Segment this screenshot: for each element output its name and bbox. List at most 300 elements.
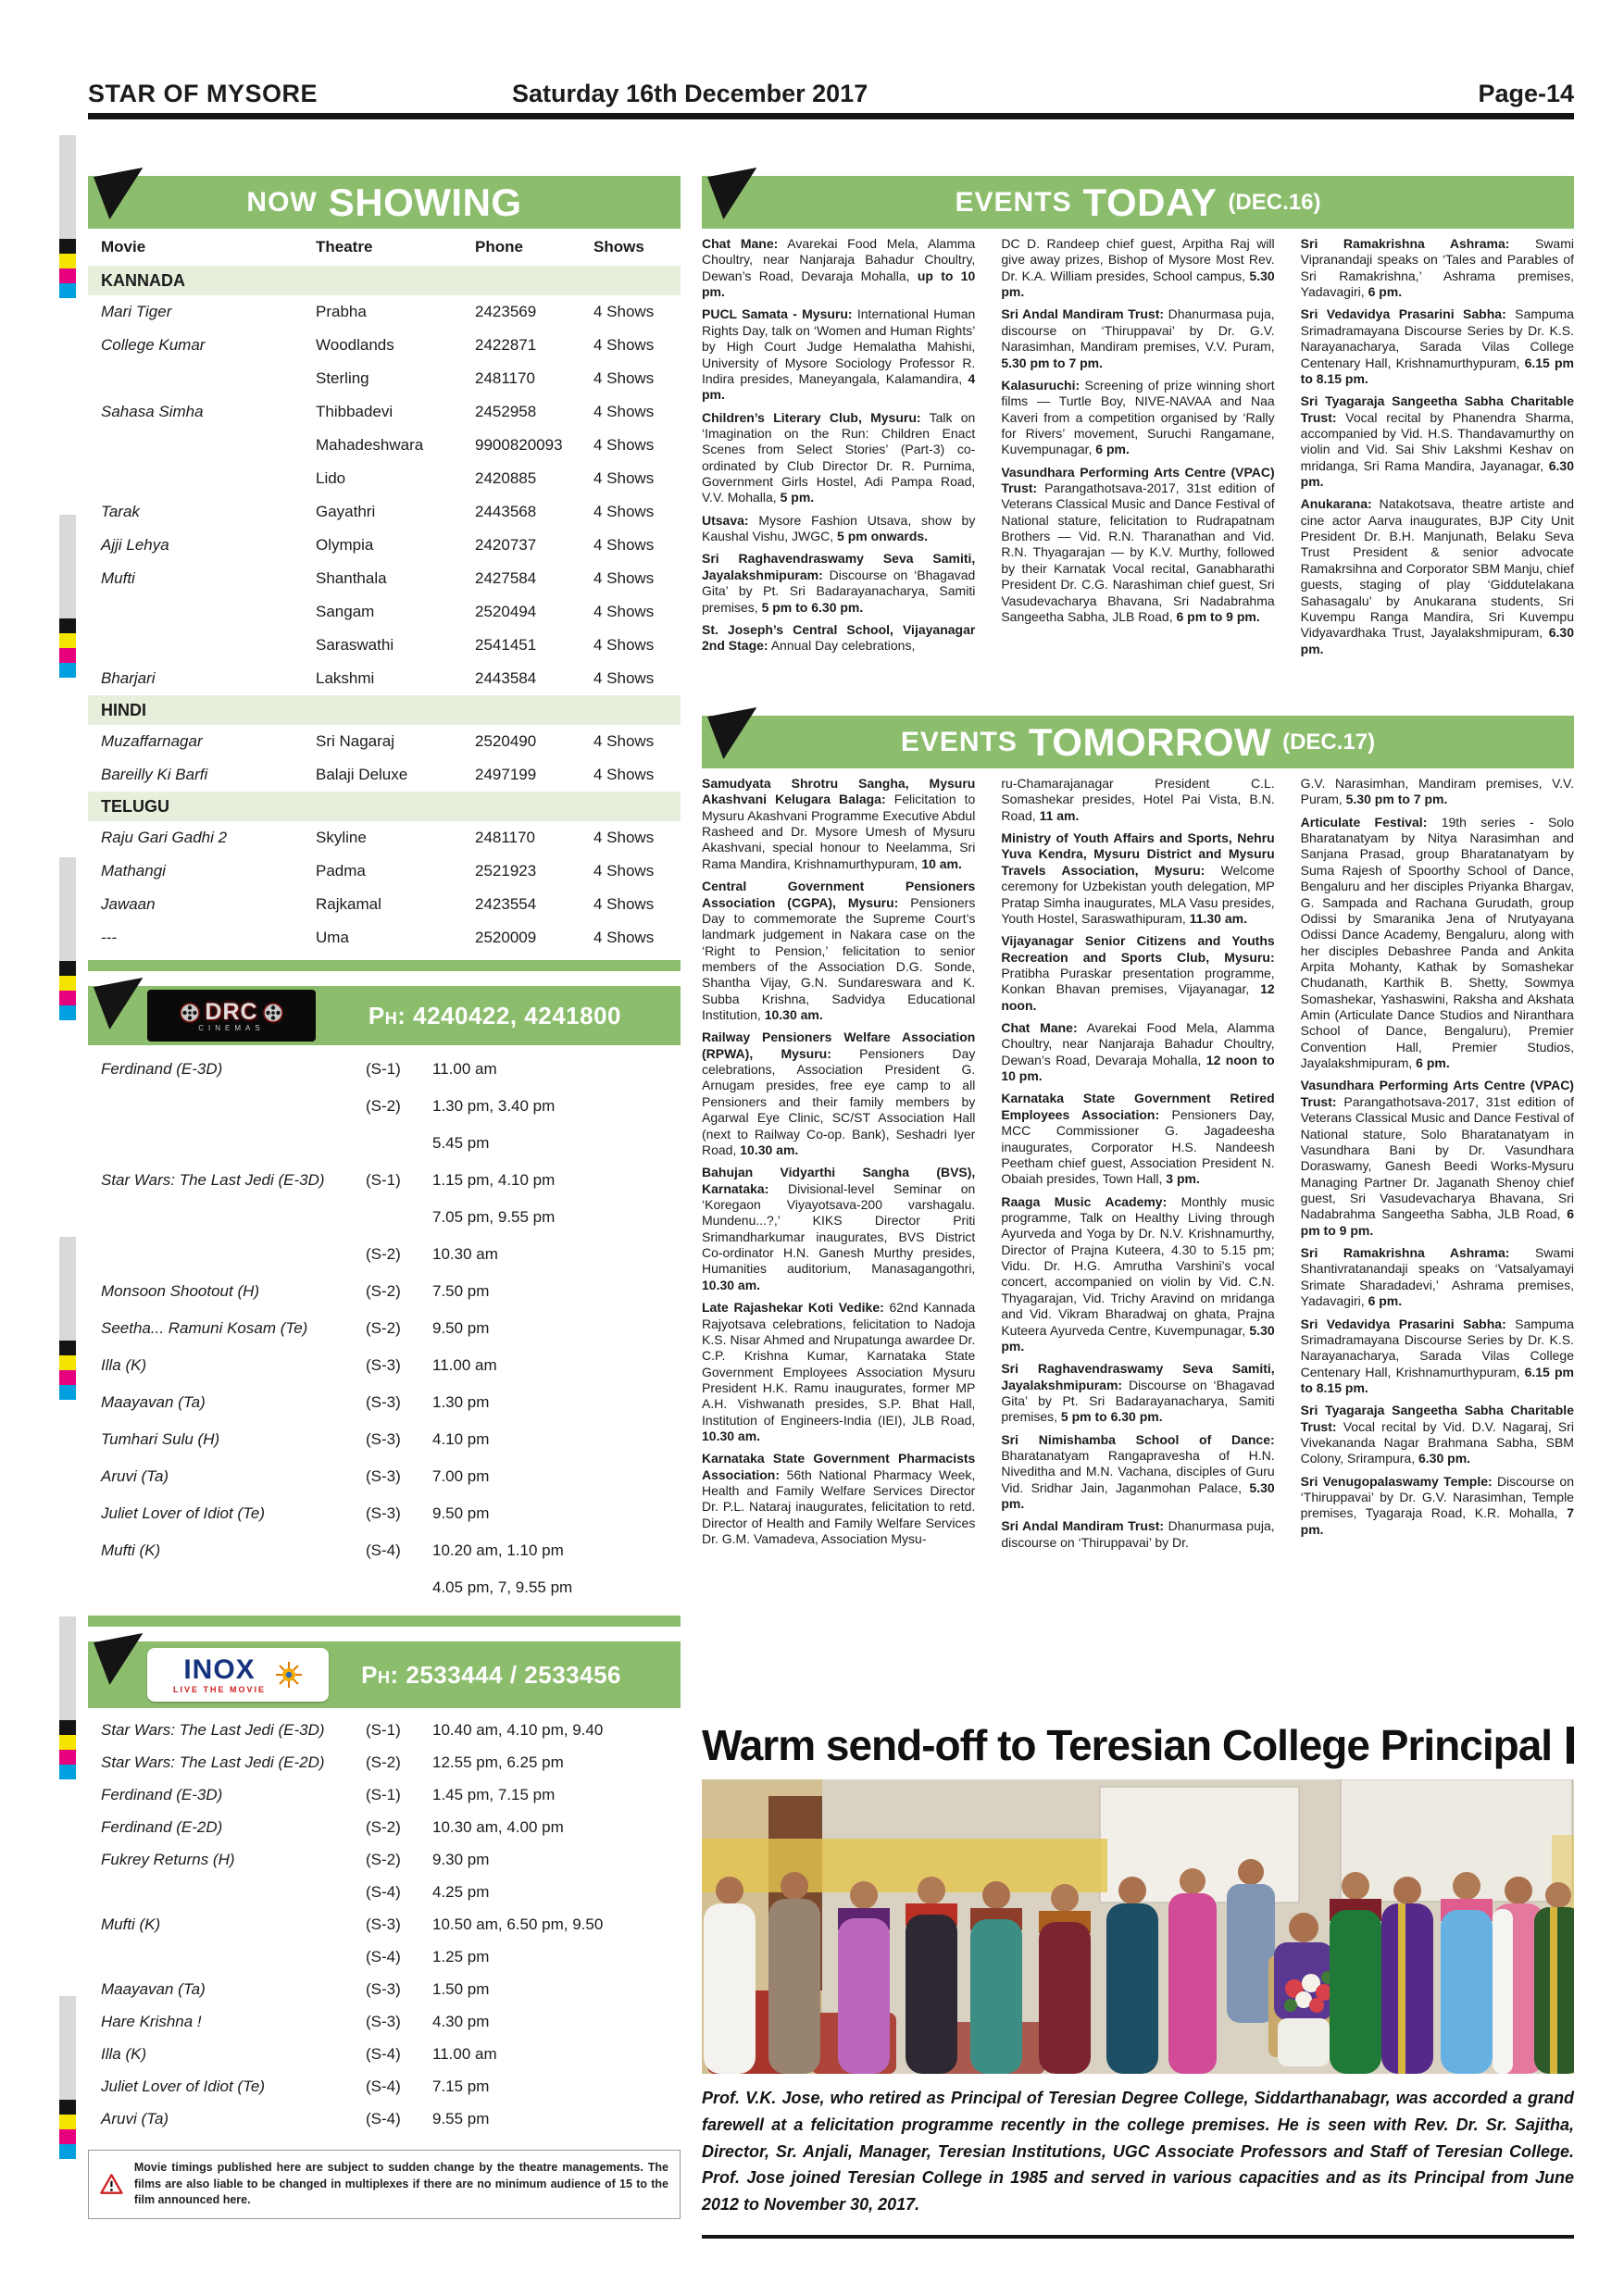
show-count: 4 Shows (593, 369, 655, 387)
movie-title: Illa (K) (101, 1356, 147, 1374)
show-count: 4 Shows (593, 669, 655, 687)
section-title-small: EVENTS (900, 726, 1018, 757)
event-time: 10.30 am. (702, 1277, 761, 1292)
event-time: 10.30 am. (764, 1007, 823, 1023)
event-time: 5 pm to 6.30 pm. (1060, 1409, 1163, 1425)
theatre-name: Shanthala (316, 569, 387, 587)
show-count: 4 Shows (593, 503, 655, 520)
event-name: Chat Mane: (702, 236, 779, 251)
movie-row (88, 495, 681, 529)
event-time: 5 pm to 6.30 pm. (761, 599, 864, 615)
events-tomorrow-columns (702, 776, 1574, 1709)
movie-row (88, 395, 681, 429)
event-name: Late Rajashekar Koti Vedike: (702, 1300, 884, 1316)
event-item: Utsava: Mysore Fashion Utsava, show by Kaushal Vishu, JWGC, 5 pm onwards. (702, 512, 976, 544)
theatre-name: Prabha (316, 303, 367, 320)
screen-label: (S-2) (366, 1097, 401, 1115)
event-item: Vijayanagar Senior Citizens and Youths Recreation and Sports Club, Mysuru: Pratibha Puraskar presentation programme, Konkan Bhavan premises, Vijayanagar, 12 noon. (1001, 933, 1275, 1013)
movie-title: Illa (K) (101, 2044, 147, 2063)
screen-label: (S-3) (366, 1979, 401, 1998)
showtime-row (88, 1162, 681, 1199)
print-registration-strip (59, 857, 76, 1020)
event-item: Karnataka State Government Retired Employees Association: Pensioners Day, MCC Commissioner G. Jagadeesha inaugurates, Corporator H.S. Nandeesh Peetham chief guest, Association President N. Obaiah presides, Town Hall, 3 pm. (1001, 1091, 1275, 1187)
event-item: Central Government Pensioners Association (CGPA), Mysuru: Pensioners Day to commemorate the Supreme Court’s landmark judgement in Nakara case on the ‘Right to Pension,’ felicitation to senior members of the Association D.G. Sonde, Shantha Vijay, G.N. Sundareswara and K. Subba Krishna, Sadvidya Educational Institution, 10.30 am. (702, 879, 976, 1023)
theatre-phone: 2420885 (475, 469, 537, 487)
event-name: Vasundhara Performing Arts Centre (VPAC) Trust: (1001, 464, 1275, 496)
show-count: 4 Shows (593, 829, 655, 846)
theatre-name: Gayathri (316, 503, 376, 520)
theatre-name: Padma (316, 862, 366, 880)
showtime-row (88, 1843, 681, 1876)
theatre-phone: 2443584 (475, 669, 537, 687)
show-count: 4 Shows (593, 536, 655, 554)
show-count: 4 Shows (593, 895, 655, 913)
show-times: 4.25 pm (432, 1882, 490, 1901)
event-item: Kalasuruchi: Screening of prize winning short films — Turtle Boy, NIVE-NAVAA and Naa Kaveri from a competition organised by ‘Rally for Rivers’ movement, Suruchi Rangamane, Kuvempunagar, 6 pm. (1001, 377, 1275, 457)
event-time: 6.30 pm. (1300, 625, 1574, 656)
event-item: ru-Chamarajanagar President C.L. Somashekar presides, Hotel Pai Vista, B.N. Road, 11 am. (1001, 776, 1275, 823)
now-showing-header (88, 176, 681, 229)
print-registration-strip (59, 1237, 76, 1400)
movie-title: Tumhari Sulu (H) (101, 1430, 220, 1448)
event-time: 6 pm to 9 pm. (1176, 608, 1260, 624)
event-item: Sri Tyagaraja Sangeetha Sabha Charitable Trust: Vocal recital by Phanendra Sharma, accompanied by Vid. H.S. Thandavamurthy on violin and Vid. Sai Shiv Lakshmi Keshav on mridanga, Sri Rama Mandira, Jayanagar, 6.30 pm. (1300, 393, 1574, 490)
theatre-phone: 2481170 (475, 369, 535, 387)
movie-title: Mathangi (101, 862, 166, 880)
show-times: 11.00 am (432, 1356, 497, 1374)
section-title-small: EVENTS (955, 186, 1072, 218)
event-time: 6.15 pm to 8.15 pm. (1300, 355, 1574, 386)
show-times: 1.45 pm, 7.15 pm (432, 1785, 556, 1803)
event-name: Sri Tyagaraja Sangeetha Sabha Charitable Trust: (1300, 393, 1574, 425)
timings-disclaimer (88, 2150, 681, 2219)
event-name: Kalasuruchi: (1001, 377, 1081, 393)
show-times: 9.50 pm (432, 1504, 490, 1522)
movie-title: Raju Gari Gadhi 2 (101, 829, 228, 846)
event-time: 5 pm onwards. (837, 529, 929, 544)
theatre-phone: 2452958 (475, 403, 537, 420)
movie-row (88, 562, 681, 595)
event-item: Railway Pensioners Welfare Association (RPWA), Mysuru: Pensioners Day celebrations, Association President G. Arnugam presides, free eye camp to all Pensioners and their family members by Agarwal Eye Clinic, SC/ST Association Hall (next to Railway Co-op. Bank), Seshadri Iyer Road, 10.30 am. (702, 1029, 976, 1157)
theatre-name: Sterling (316, 369, 369, 387)
movie-row (88, 295, 681, 329)
event-item: Vasundhara Performing Arts Centre (VPAC) Trust: Parangathotsava-2017, 31st edition of Veterans Classical Music and Dance Festival of National stature, felicitation to Rudrapatnam Brothers — Vid. R.N. Tharanathan and Vid. R.N. Thyagarajan — by K.V. Murthy, followed by their Karnatak Vocal recital, Ganabharathi President Dr. C.G. Narashiman chief guest, Sri Vasudevacharya Bhavana, Sri Nadabrahma Sangeetha Sabha, JLB Road, 6 pm to 9 pm. (1001, 464, 1275, 624)
theatre-name: Woodlands (316, 336, 394, 354)
screen-label: (S-2) (366, 1817, 401, 1836)
show-times: 5.45 pm (432, 1134, 490, 1152)
event-item: Bahujan Vidyarthi Sangha (BVS), Karnataka: Divisional-level Seminar on ‘Koregaon Viyayotsava-200 varshagalu. Mundenu...?,’ KIKS Director Priti Srimandharkumar inaugurates, BVS District Co-ordinator H.N. Ganesh Murthy presides, Humanities auditorium, Manasagangothri, 10.30 am. (702, 1165, 976, 1292)
showtime-row (88, 1273, 681, 1310)
event-time: 6 pm. (1368, 284, 1403, 300)
event-time: 5.30 pm. (1001, 268, 1275, 300)
theatre-phone: 2497199 (475, 766, 537, 783)
event-item: St. Joseph’s Central School, Vijayanagar 2nd Stage: Annual Day celebrations, (702, 621, 976, 654)
corner-fold-icon (94, 978, 147, 1029)
event-item: Anukarana: Natakotsava, theatre artiste and cine actor Aarva inaugurates, BJP City Unit President Dr. B.H. Manjunath, Belaku Seva Trust President & senior advocate Ramakrsihna and Corporator SBM Manju, chief guests, staging of play ‘Giddutelakana Sahasagalu’ by Anukarana students, Sri Kuvempu Ranga Mandira, Sri Kuvempu Vidyavardhaka Trust, Jayalakshmipuram, 6.30 pm. (1300, 496, 1574, 656)
photo-caption: Prof. V.K. Jose, who retired as Principal of Teresian Degree College, Siddarthanabagr, was accorded a grand farewell at a felicitation programme recently in the college premises. He is seen with Rev. Dr. Sr. Sajitha, Director, Sr. Anjali, Manager, Teresian Institutions, UGC Associate Professors and Staff of Teresian College. Prof. Jose joined Teresian College in 1985 and served in various capacities and as its Principal from June 2012 to November 30, 2017. (702, 2089, 1574, 2215)
event-item: Chat Mane: Avarekai Food Mela, Alamma Choultry, near Nanjaraja Bahadur Choultry, Dewan’s Road, Devaraja Mohalla, up to 10 pm. (702, 236, 976, 300)
event-name: Railway Pensioners Welfare Association (RPWA), Mysuru: (702, 1029, 976, 1061)
drc-logo-subtext: CINEMAS (198, 1024, 265, 1032)
theatre-name: Saraswathi (316, 636, 394, 654)
event-time: 5.30 pm. (1001, 1322, 1275, 1354)
event-time: 7 pm. (1300, 1505, 1574, 1537)
showtime-row (88, 1908, 681, 1940)
screen-label: (S-2) (366, 1245, 401, 1263)
event-item: Sri Ramakrishna Ashrama: Swami Vipranandaji speaks on ‘Tales and Parables of Sri Ramakrishna,’ Ashrama premises, Yadavagiri, 6 pm. (1300, 236, 1574, 300)
movie-title: Monsoon Shootout (H) (101, 1282, 260, 1300)
events-column (1301, 776, 1574, 1709)
screen-label: (S-3) (366, 1915, 401, 1933)
events-tomorrow-header (702, 716, 1574, 768)
movie-title: Mufti (101, 569, 135, 587)
screen-label: (S-3) (366, 1356, 401, 1374)
movie-title: Ajji Lehya (101, 536, 169, 554)
event-name: PUCL Samata - Mysuru: (702, 306, 853, 322)
print-registration-strip (59, 1616, 76, 1779)
event-name: Raaga Music Academy: (1001, 1193, 1168, 1209)
movie-table-header (88, 229, 681, 266)
event-name: Sri Tyagaraja Sangeetha Sabha Charitable Trust: (1300, 1403, 1574, 1434)
event-time: 12 noon. (1001, 981, 1275, 1013)
disclaimer-text: Movie timings published here are subject to sudden change by the theatre managements. The films are also liable to be changed in multiplexes if there are no minimum audience of 15 to the film announced here. (133, 2161, 668, 2206)
movie-title: Maayavan (Ta) (101, 1393, 206, 1411)
movie-title: Star Wars: The Last Jedi (E-3D) (101, 1720, 325, 1739)
event-item: Sri Raghavendraswamy Seva Samiti, Jayalakshmipuram: Discourse on ‘Bhagavad Gita’ by Pt. Sri Badarayanacharya, Samiti premises, 5 pm to 6.30 pm. (702, 551, 976, 615)
event-item: Vasundhara Performing Arts Centre (VPAC) Trust: Parangathotsava-2017, 31st edition of Veterans Classical Music and Dance Festival of National stature, Solo Bharatanatyam in Vasundhara Bani by Dr. Vasundhara Doraswamy, Ganesh Beedi Works-Mysuru Managing Partner Dr. Jaganath Shenoy chief guest, Sri Vasudevacharya Bhavana, Sri Nadabrahma Sangeetha Sabha, JLB Road, 6 pm to 9 pm. (1300, 1078, 1574, 1238)
event-time: 3 pm. (1166, 1171, 1200, 1187)
article-bottom-rule (702, 2235, 1574, 2239)
showtime-row (88, 1811, 681, 1843)
movie-title: --- (101, 929, 117, 946)
movie-row (88, 821, 681, 855)
event-item: Karnataka State Government Pharmacists Association: 56th National Pharmacy Week, Health and Family Welfare Services Director Dr. P.L. Nataraj inaugurates, felicitation to retd. Director of Health and Family Welfare Services Dr. G.M. Vamadeva, Association Mysu- (702, 1451, 976, 1547)
movie-title: Maayavan (Ta) (101, 1979, 206, 1998)
screen-label: (S-2) (366, 1850, 401, 1868)
theatre-phone: 2423554 (475, 895, 537, 913)
screen-label: (S-3) (366, 1504, 401, 1522)
movie-row (88, 855, 681, 888)
show-times: 10.50 am, 6.50 pm, 9.50 (432, 1915, 604, 1933)
event-item: Sri Vedavidya Prasarini Sabha: Sampuma Srimadramayana Discourse Series by Dr. K.S. Narayanacharya, Sarada Vilas College Centenary Hall, Krishnamurthypuram, 6.15 pm to 8.15 pm. (1300, 1316, 1574, 1395)
now-showing-section (88, 176, 681, 2219)
show-times: 4.30 pm (432, 2012, 490, 2030)
headline-end-slug (1567, 1727, 1574, 1764)
issue-date: Saturday 16th December 2017 (512, 80, 868, 107)
theatre-phone: 2481170 (475, 829, 535, 846)
theatre-phone: 2422871 (475, 336, 537, 354)
events-region (702, 176, 1574, 2239)
theatre-phone: 9900820093 (475, 436, 563, 454)
show-times: 10.40 am, 4.10 pm, 9.40 (432, 1720, 604, 1739)
events-today-header (702, 176, 1574, 229)
event-name: Karnataka State Government Retired Employees Association: (1001, 1091, 1275, 1122)
event-item: Sri Raghavendraswamy Seva Samiti, Jayalakshmipuram: Discourse on ‘Bhagavad Gita’ by Pt. Sri Badarayanacharya, Samiti premises, 5 pm to 6.30 pm. (1001, 1361, 1275, 1425)
showtime-row (88, 2070, 681, 2103)
theatre-name: Mahadeshwara (316, 436, 424, 454)
corner-fold-icon (94, 168, 147, 219)
language-band: TELUGU (88, 792, 681, 821)
theatre-phone: 2420737 (475, 536, 537, 554)
film-reel-icon (180, 1003, 200, 1023)
events-column (702, 776, 975, 1709)
showtime-row (88, 1973, 681, 2005)
starburst-icon (275, 1661, 303, 1689)
event-time: 6 pm. (1416, 1055, 1450, 1071)
event-name: Bahujan Vidyarthi Sangha (BVS), Karnataka: (702, 1165, 976, 1196)
section-title-big: TODAY (1082, 180, 1218, 224)
movie-title: Hare Krishna ! (101, 2012, 202, 2030)
event-item: Sri Venugopalaswamy Temple: Discourse on ‘Thiruppavai’ by Dr. G.V. Narasimhan, Temple premises, Tyagaraja Road, K.R. Mohalla, 7 pm. (1300, 1473, 1574, 1537)
show-times: 9.30 pm (432, 1850, 490, 1868)
show-count: 4 Shows (593, 469, 655, 487)
event-name: Sri Vedavidya Prasarini Sabha: (1300, 306, 1506, 322)
movie-title: Ferdinand (E-3D) (101, 1060, 223, 1078)
event-name: Sri Venugopalaswamy Temple: (1300, 1473, 1493, 1489)
event-time: 11 am. (1039, 807, 1080, 823)
section-date: (DEC.16) (1228, 189, 1321, 215)
column-header-theatre: Theatre (316, 238, 373, 256)
showtime-row (88, 1532, 681, 1569)
show-times: 11.00 am (432, 2044, 497, 2063)
movie-title: Seetha... Ramuni Kosam (Te) (101, 1319, 308, 1337)
event-item: Samudyata Shrotru Sangha, Mysuru Akashvani Kelugara Balaga: Felicitation to Mysuru Akashvani Programme Executive Abdul Rasheed and Dr. Mysore Umesh of Mysuru Akashvani, special honour to Neelamma, Sri Rama Mandira, Krishnamurthypuram, 10 am. (702, 776, 976, 871)
article-headline-row (702, 1720, 1574, 1770)
screen-label: (S-2) (366, 1282, 401, 1300)
event-item: Sri Andal Mandiram Trust: Dhanurmasa puja, discourse on ‘Thiruppavai’ by Dr. G.V. Narasimhan, Mandiram premises, V.V. Puram, 5.30 pm to 7 pm. (1001, 306, 1275, 370)
event-name: St. Joseph’s Central School, Vijayanagar 2nd Stage: (702, 621, 976, 654)
drc-header (88, 986, 681, 1045)
event-time: 6.30 pm. (1418, 1451, 1471, 1466)
event-name: Ministry of Youth Affairs and Sports, Nehru Yuva Kendra, Mysuru District and Mysuru Travels Association, Mysuru: (1001, 830, 1275, 878)
movie-title: Ferdinand (E-3D) (101, 1785, 223, 1803)
screen-label: (S-2) (366, 1319, 401, 1337)
show-times: 7.00 pm (432, 1467, 490, 1485)
show-times: 11.00 am (432, 1060, 497, 1078)
screen-label: (S-3) (366, 1393, 401, 1411)
screen-label: (S-3) (366, 1430, 401, 1448)
screen-label: (S-1) (366, 1171, 401, 1189)
events-today-columns (702, 236, 1574, 705)
page-number: Page-14 (1478, 80, 1574, 107)
movie-title: Fukrey Returns (H) (101, 1850, 235, 1868)
showtime-row (88, 1876, 681, 1908)
drc-logo-text: DRC (205, 999, 258, 1025)
movie-title: Mufti (K) (101, 1541, 161, 1559)
show-times: 1.30 pm, 3.40 pm (432, 1097, 556, 1115)
event-time: 5 pm. (780, 490, 815, 505)
show-times: 10.30 am, 4.00 pm (432, 1817, 564, 1836)
inox-logo-subtext: LIVE THE MOVIE (172, 1684, 266, 1694)
movie-title: Star Wars: The Last Jedi (E-2D) (101, 1753, 325, 1771)
show-times: 10.30 am (432, 1245, 498, 1263)
event-time: 6 pm. (1095, 442, 1130, 457)
event-name: Articulate Festival: (1300, 814, 1428, 830)
showtime-row (88, 1310, 681, 1347)
theatre-name: Skyline (316, 829, 367, 846)
section-title-small: NOW (246, 186, 318, 218)
show-count: 4 Shows (593, 603, 655, 620)
event-item: Sri Vedavidya Prasarini Sabha: Sampuma Srimadramayana Discourse Series by Dr. K.S. Narayanacharya, Sarada Vilas College Centenary Hall, Krishnamurthypuram, 6.15 pm to 8.15 pm. (1300, 306, 1574, 386)
screen-label: (S-4) (366, 1947, 401, 1965)
event-name: Sri Vedavidya Prasarini Sabha: (1300, 1316, 1506, 1331)
show-count: 4 Shows (593, 636, 655, 654)
movie-title: College Kumar (101, 336, 206, 354)
event-item: Raaga Music Academy: Monthly music programme, Talk on Healthy Living through Ayurveda and Yoga by Dr. N.V. Krishnamurthy, Director of Prajna Kuteera, 4.30 to 5.15 pm; Vidu. Dr. H.G. Amrutha Varshini’s vocal concert, accompanied on violin by Vid. C.N. Thyagarajan, Vid. Trichy Aravind on mridanga and Vid. Vikram Bharadwaj on ghata, Prajna Kuteera Ayurveda Centre, Kuvempunagar, 5.30 pm. (1001, 1193, 1275, 1354)
section-divider-bar (88, 960, 681, 971)
event-name: Utsava: (702, 512, 749, 528)
theatre-name: Lakshmi (316, 669, 375, 687)
showtime-row (88, 1746, 681, 1778)
event-name: Karnataka State Government Pharmacists Association: (702, 1451, 976, 1482)
screen-label: (S-3) (366, 2012, 401, 2030)
theatre-name: Thibbadevi (316, 403, 394, 420)
show-times: 1.50 pm (432, 1979, 490, 1998)
showtime-row (88, 1051, 681, 1088)
event-name: Sri Raghavendraswamy Seva Samiti, Jayalakshmipuram: (702, 551, 976, 582)
now-showing-rows (88, 266, 681, 955)
event-time: 10.30 am. (740, 1142, 799, 1157)
event-time: 6.30 pm. (1300, 457, 1574, 490)
event-name: Sri Nimishamba School of Dance: (1001, 1431, 1275, 1447)
corner-fold-icon (707, 707, 761, 759)
event-name: Sri Ramakrishna Ashrama: (1300, 236, 1510, 251)
events-column (1001, 776, 1274, 1709)
movie-title: Bharjari (101, 669, 156, 687)
article-headline: Warm send-off to Teresian College Principal (702, 1721, 1553, 1769)
drc-showtimes (88, 1051, 681, 1606)
drc-phone: Ph: 4240422, 4241800 (368, 1001, 621, 1029)
theatre-name: Sri Nagaraj (316, 732, 395, 750)
movie-row (88, 888, 681, 921)
event-item: DC D. Randeep chief guest, Arpitha Raj will give away prizes, Bishop of Mysore Most Rev. Dr. K.A. William presides, School campus, 5.30 pm. (1001, 236, 1275, 300)
screen-label: (S-3) (366, 1467, 401, 1485)
movie-row (88, 362, 681, 395)
show-times: 1.25 pm (432, 1947, 490, 1965)
showtime-row (88, 1458, 681, 1495)
show-times: 10.20 am, 1.10 pm (432, 1541, 564, 1559)
movie-row (88, 662, 681, 695)
theatre-phone: 2520490 (475, 732, 537, 750)
movie-title: Bareilly Ki Barfi (101, 766, 208, 783)
movie-title: Mari Tiger (101, 303, 172, 320)
theatre-name: Sangam (316, 603, 375, 620)
showtime-row (88, 1778, 681, 1811)
showtime-row (88, 1199, 681, 1236)
event-name: Sri Ramakrishna Ashrama: (1300, 1245, 1510, 1261)
theatre-name: Lido (316, 469, 346, 487)
newspaper-title: STAR OF MYSORE (88, 80, 319, 107)
screen-label: (S-4) (366, 1541, 401, 1559)
language-band: KANNADA (88, 266, 681, 295)
events-column (1301, 236, 1574, 705)
event-time: 10 am. (921, 855, 962, 871)
inox-phone: Ph: 2533444 / 2533456 (361, 1660, 621, 1689)
event-name: Sri Raghavendraswamy Seva Samiti, Jayalakshmipuram: (1001, 1361, 1275, 1392)
show-times: 7.15 pm (432, 2077, 490, 2095)
screen-label: (S-1) (366, 1060, 401, 1078)
event-item: Late Rajashekar Koti Vedike: 62nd Kannada Rajyotsava celebrations, felicitation to Nadoja K.S. Nisar Ahmed and Nrupatunga awardee Dr. C.P. Krishna Kumar, Karnataka State Government Employees Association Mysuru President H.K. Ramu inaugurates, former MP A.H. Vishwanath presides, S.P. Bhat Hall, Institution of Engineers-India (IEI), JLB Road, 10.30 am. (702, 1300, 976, 1444)
show-count: 4 Shows (593, 732, 655, 750)
event-name: Sri Andal Mandiram Trust: (1001, 306, 1165, 322)
event-time: 10.30 am. (702, 1429, 761, 1444)
person-figure (704, 1859, 1275, 2074)
show-times: 4.05 pm, 7, 9.55 pm (432, 1578, 573, 1596)
corner-fold-icon (707, 168, 761, 219)
event-item: Chat Mane: Avarekai Food Mela, Alamma Choultry, near Nanjaraja Bahadur Choultry, Dewan’s Road, Devaraja Mohalla, 12 noon to 10 pm. (1001, 1020, 1275, 1084)
screen-label: (S-4) (366, 2044, 401, 2063)
showtime-row (88, 1347, 681, 1384)
event-time: 4 pm. (702, 370, 976, 403)
section-title-big: TOMORROW (1028, 719, 1272, 764)
event-item: Children’s Literary Club, Mysuru: Talk on ‘Imagination on the Run: Children Enact Scenes from Select Stories’ (Part-3) co-ordinated by Club Director Dr. R. Purnima, Government Girls Hostel, Adi Pampa Road, V.V. Mohalla, 5 pm. (702, 409, 976, 505)
showtime-row (88, 1714, 681, 1746)
movie-title: Ferdinand (E-2D) (101, 1817, 223, 1836)
movie-row (88, 921, 681, 955)
inox-logo (147, 1648, 329, 1702)
showtime-row (88, 1125, 681, 1162)
screen-label: (S-1) (366, 1785, 401, 1803)
event-item: Sri Tyagaraja Sangeetha Sabha Charitable Trust: Vocal recital by Vid. D.V. Nagaraj, Sri Vivekananda Nagar Brahmana Sabha, SBM Colony, Srirampura, 6.30 pm. (1300, 1403, 1574, 1466)
theatre-phone: 2443568 (475, 503, 537, 520)
inox-logo-text: INOX (183, 1653, 256, 1685)
drc-cinemas-logo (147, 990, 316, 1042)
showtime-row (88, 1088, 681, 1125)
show-count: 4 Shows (593, 336, 655, 354)
show-times: 7.05 pm, 9.55 pm (432, 1208, 556, 1226)
showtime-row (88, 1236, 681, 1273)
show-count: 4 Shows (593, 929, 655, 946)
event-name: Central Government Pensioners Association (CGPA), Mysuru: (702, 879, 976, 910)
event-name: Sri Andal Mandiram Trust: (1001, 1518, 1165, 1534)
show-times: 9.55 pm (432, 2109, 490, 2128)
movie-title: Aruvi (Ta) (101, 2109, 169, 2128)
movie-row (88, 529, 681, 562)
movie-title: Star Wars: The Last Jedi (E-3D) (101, 1171, 325, 1189)
event-time: 6 pm to 9 pm. (1300, 1206, 1574, 1238)
event-item: Articulate Festival: 19th series - Solo Bharatanatyam by Nitya Narasimhan and Sanjana Prasad, group Bharatanatyam by Suma Rajesh of Spoorthy School of Dance, Bengaluru and her disciples Priyanka Bhargav, G. Sampada and Rachana Gurudath, group Odissi by Smaranika Jena of Nrutyayana Odissi Dance Academy, Bengaluru, along with her disciples Debashree Panda and Ankita Arpita Mohanty, Kathak by Somashekar Chudanath, Karthik B. Shetty, Sowmya Somashekar, Yashaswini, Raksha and Akshata Amin (Articulate Dance Studios and Niranthara School of Dance, Bengaluru), Premier Convention Hall, Premier Studios, Jayalakshmipuram, 6 pm. (1300, 814, 1574, 1071)
movie-title: Jawaan (101, 895, 156, 913)
corner-fold-icon (94, 1633, 147, 1685)
screen-label: (S-4) (366, 2077, 401, 2095)
movie-row (88, 462, 681, 495)
screen-label: (S-4) (366, 2109, 401, 2128)
column-header-phone: Phone (475, 238, 523, 256)
theatre-name: Balaji Deluxe (316, 766, 408, 783)
show-count: 4 Shows (593, 303, 655, 320)
event-item: PUCL Samata - Mysuru: International Human Rights Day, talk on ‘Women and Human Rights’ by High Court Judge Hemalatha Mahishi, University of Mysore Sociology Professor R. Indira presides, Maneyangala, Kalamandira, 4 pm. (702, 306, 976, 403)
movie-title: Muzaffarnagar (101, 732, 203, 750)
event-item: Sri Andal Mandiram Trust: Dhanurmasa puja, discourse on ‘Thiruppavai’ by Dr. (1001, 1518, 1275, 1550)
showtime-row (88, 1421, 681, 1458)
event-time: 11.30 am. (1189, 910, 1247, 926)
movie-row (88, 725, 681, 758)
print-registration-strip (59, 515, 76, 678)
movie-row (88, 629, 681, 662)
inox-showtimes (88, 1714, 681, 2135)
event-name: Anukarana: (1300, 496, 1372, 512)
theatre-name: Rajkamal (316, 895, 381, 913)
event-item: Sri Ramakrishna Ashrama: Swami Shantivratanandaji speaks on ‘Vatsalyamayi Srimate Sharadadevi,’ Ashrama premises, Yadavagiri, 6 pm. (1300, 1245, 1574, 1309)
column-header-movie: Movie (101, 238, 146, 256)
theatre-phone: 2520009 (475, 929, 537, 946)
show-count: 4 Shows (593, 766, 655, 783)
event-item: Sri Nimishamba School of Dance: Bharatanatyam Rangapravesha of H.N. Niveditha and M.N. Vachana, disciples of Guru Vid. Sridhar Jain, Jaganmohan Palace, 5.30 pm. (1001, 1431, 1275, 1512)
theatre-name: Olympia (316, 536, 374, 554)
screen-label: (S-4) (366, 1882, 401, 1901)
show-count: 4 Shows (593, 569, 655, 587)
show-count: 4 Shows (593, 862, 655, 880)
